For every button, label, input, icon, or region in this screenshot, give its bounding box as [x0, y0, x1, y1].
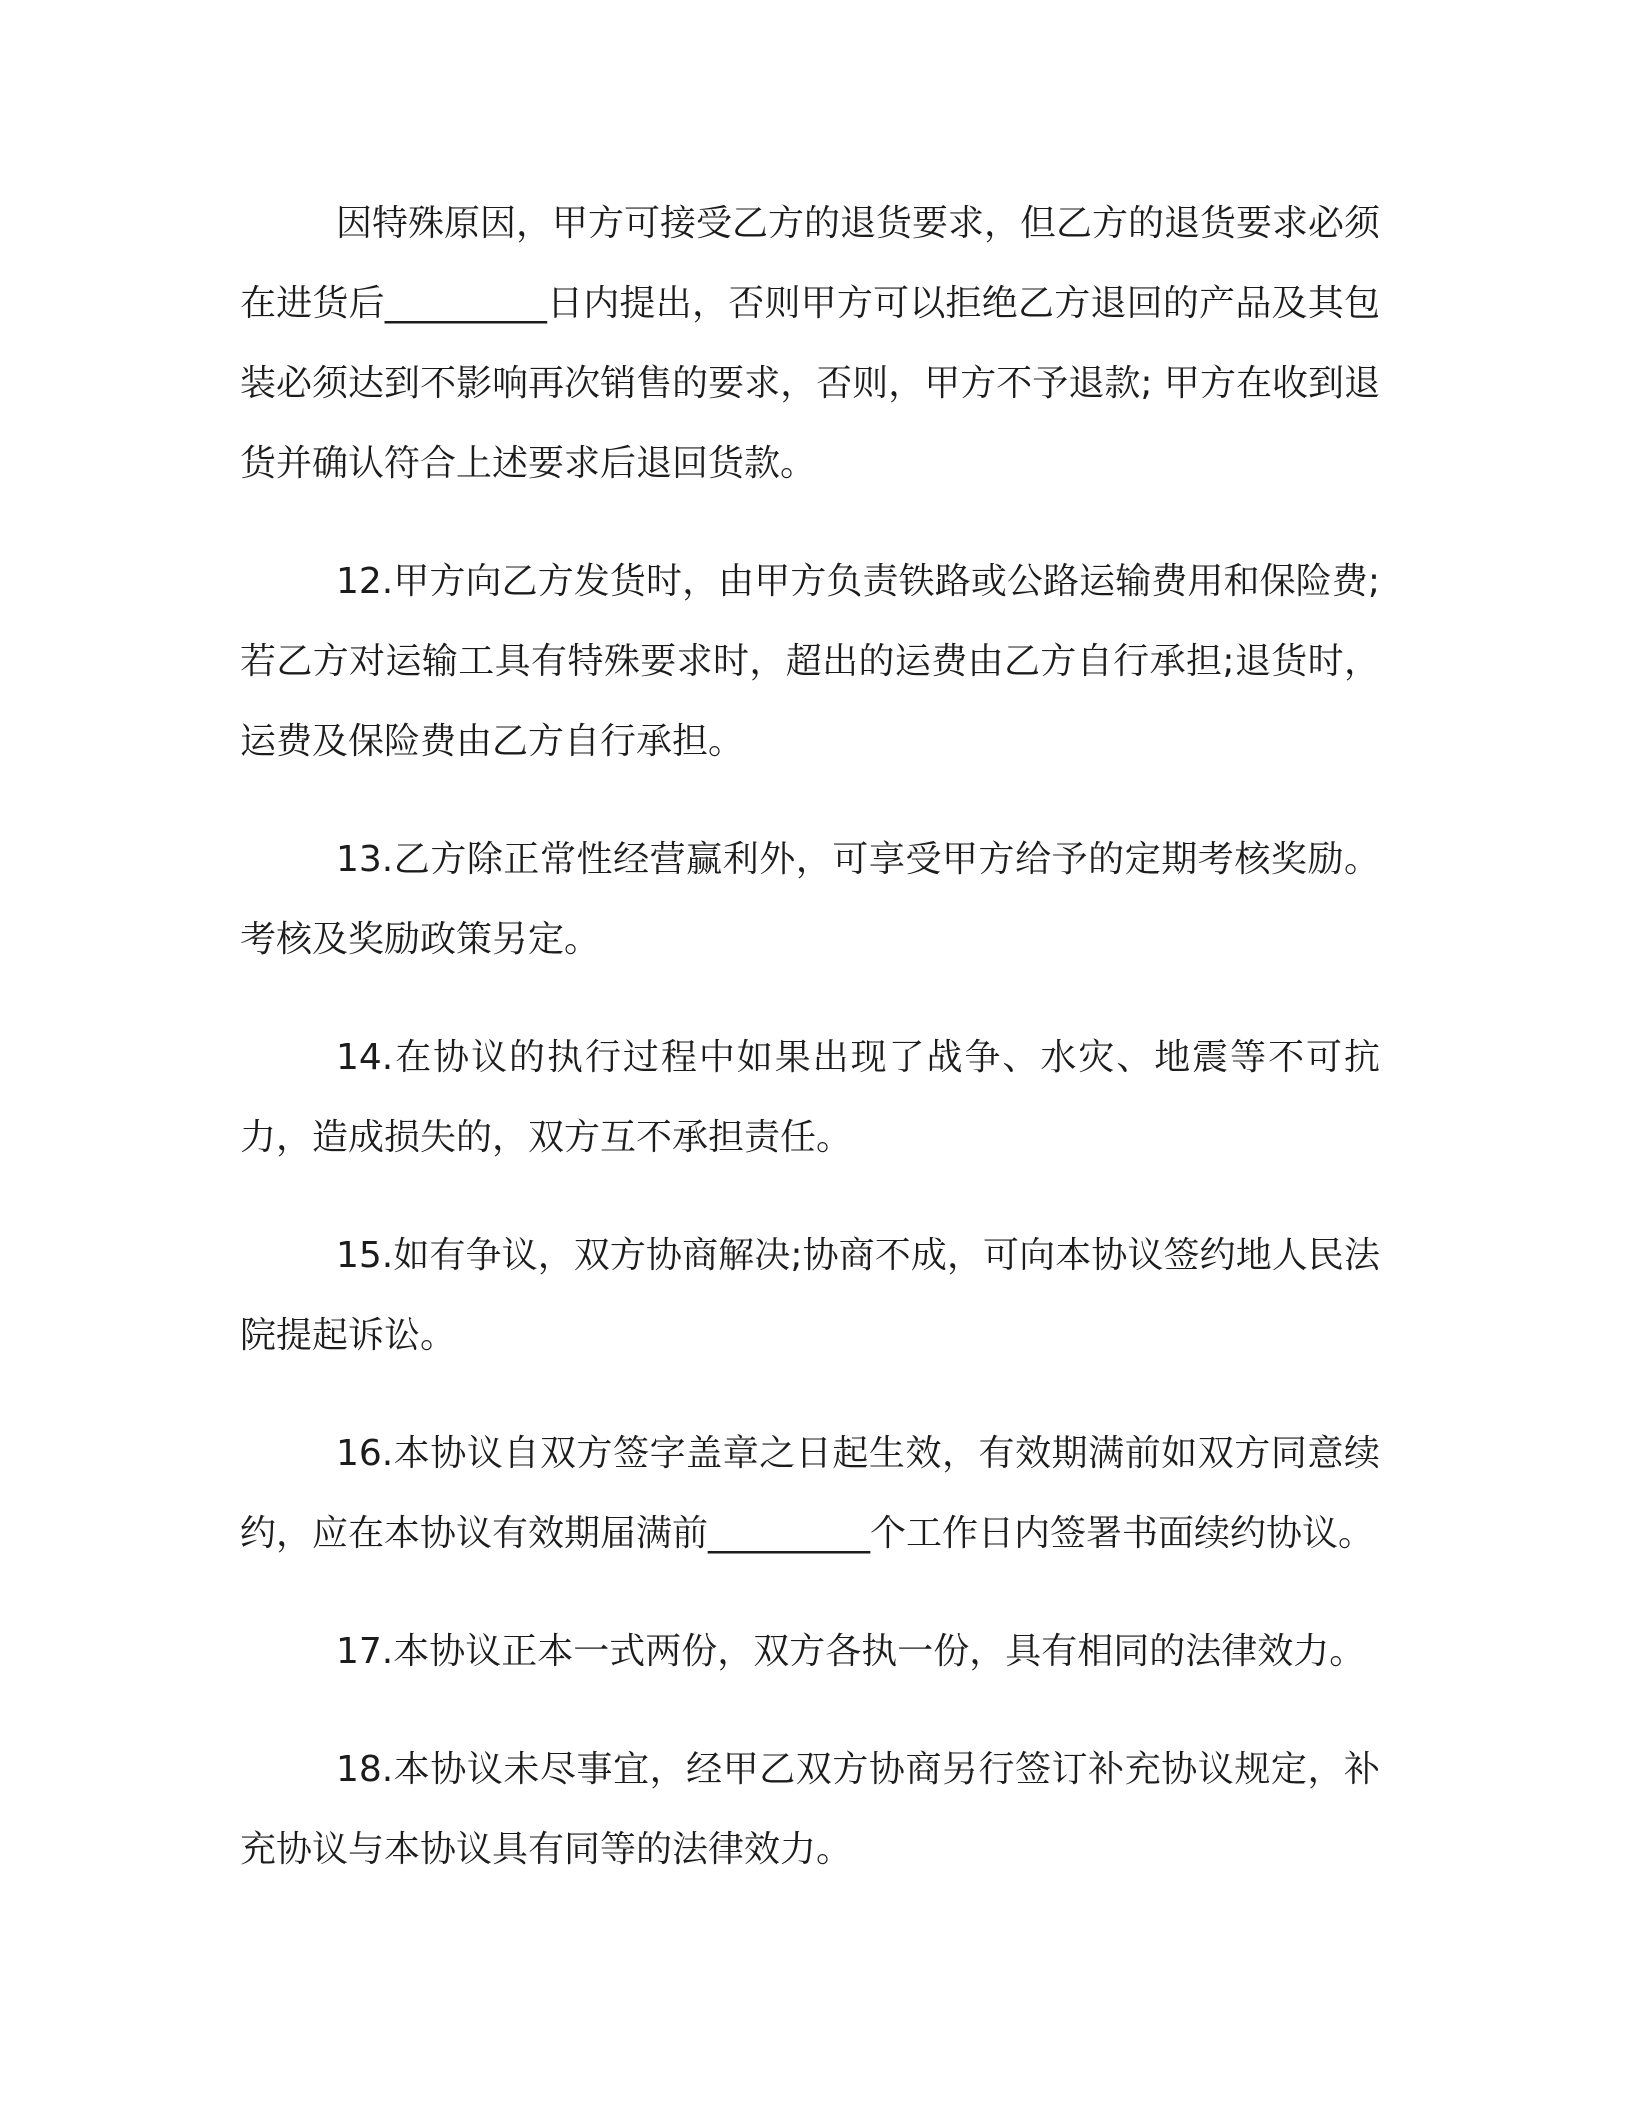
- paragraph-clause-17: 17.本协议正本一式两份，双方各执一份，具有相同的法律效力。: [336, 1631, 1366, 1672]
- paragraph-clause-12: 12.甲方向乙方发货时，由甲方负责铁路或公路运输费用和保险费;若乙方对运输工具有特殊要求时，超出的运费由乙方自行承担;退货时，运费及保险费由乙方自行承担。: [240, 561, 1380, 762]
- paragraph-return-policy: 因特殊原因，甲方可接受乙方的退货要求，但乙方的退货要求必须在进货后_________日内提出，否则甲方可以拒绝乙方退回的产品及其包装必须达到不影响再次销售的要求，否则，甲方不予退款; 甲方在收到退货并确认符合上述要求后退回货款。: [240, 203, 1381, 484]
- document-body: [240, 184, 1380, 1928]
- paragraph-clause-16: 16.本协议自双方签字盖章之日起生效，有效期满前如双方同意续约，应在本协议有效期届满前_________个工作日内签署书面续约协议。: [240, 1433, 1380, 1554]
- paragraph-clause-13: 13.乙方除正常性经营赢利外，可享受甲方给予的定期考核奖励。考核及奖励政策另定。: [240, 839, 1380, 960]
- paragraph-clause-18: 18.本协议未尽事宜，经甲乙双方协商另行签订补充协议规定，补充协议与本协议具有同等的法律效力。: [240, 1749, 1380, 1870]
- paragraph-clause-14: 14.在协议的执行过程中如果出现了战争、水灾、地震等不可抗力，造成损失的，双方互不承担责任。: [240, 1037, 1380, 1158]
- paragraph-clause-15: 15.如有争议，双方协商解决;协商不成，可向本协议签约地人民法院提起诉讼。: [240, 1235, 1380, 1356]
